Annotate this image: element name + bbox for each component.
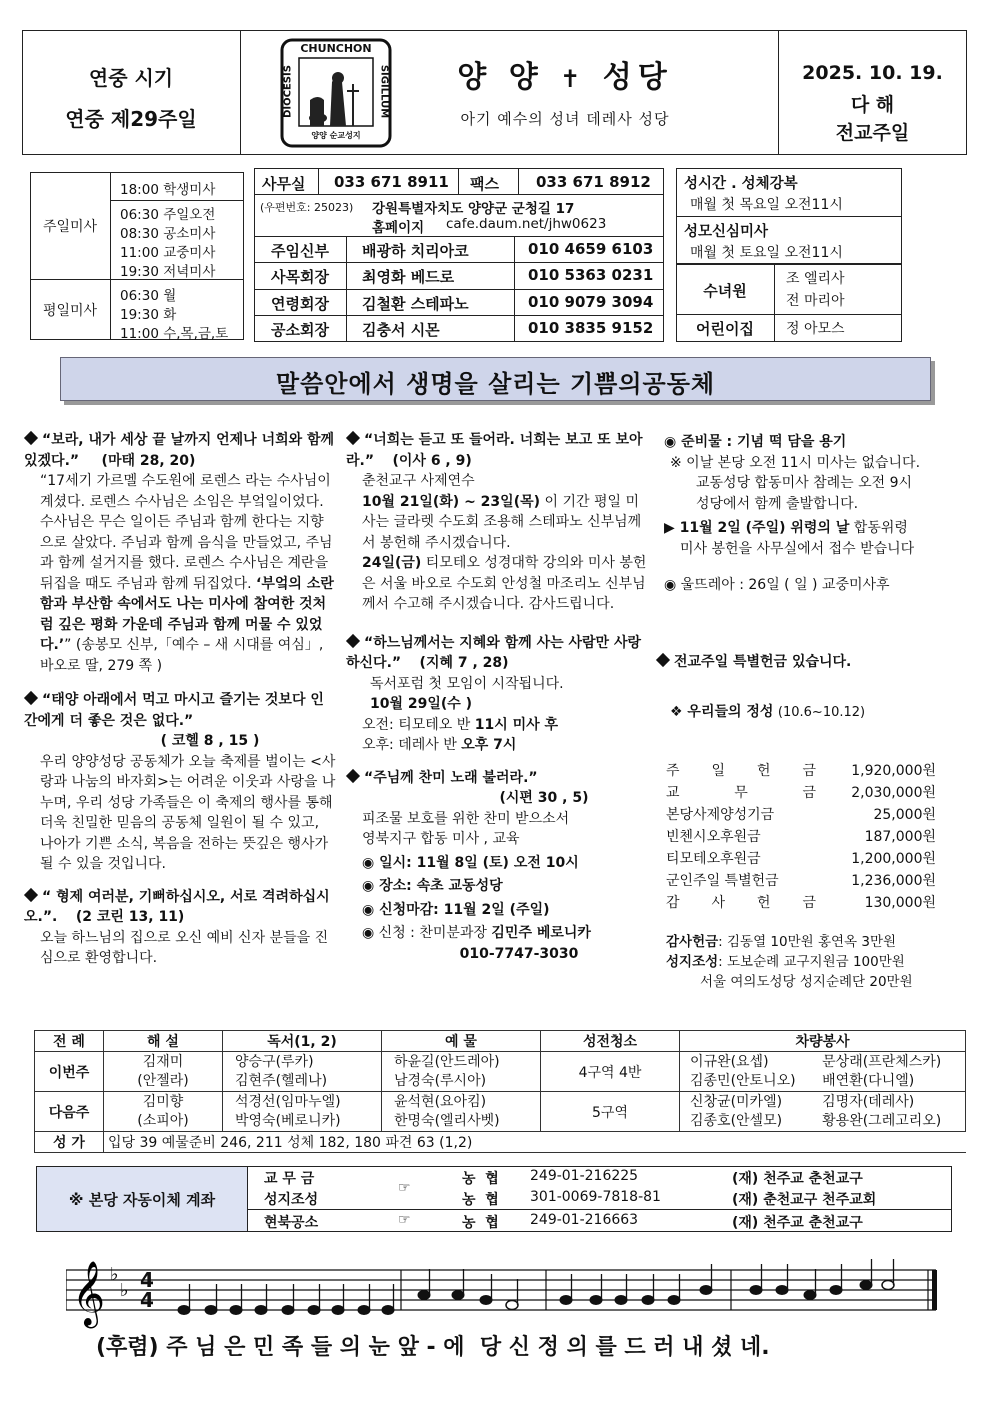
- music-note: [615, 1296, 627, 1305]
- logo-bottom-text: 양양 순교성지: [311, 131, 361, 140]
- account-owner: (재) 천주교 춘천교구: [732, 1215, 863, 1231]
- notice-line: 교동성당 합동미사 참례는 오전 9시: [696, 475, 913, 491]
- music-note: [804, 1291, 816, 1300]
- parish-subtitle: 아기 예수의 성녀 데레사 성당: [460, 110, 670, 128]
- logo-top-text: CHUNCHON: [300, 42, 372, 55]
- duty-cell: 하윤길(안드레아) 남경숙(루시아): [382, 1052, 541, 1092]
- offering-label: 본당사제양성기금: [666, 807, 775, 823]
- duty-cell: 문상래(프란체스카) 배연환(다니엘): [818, 1052, 965, 1092]
- sisters-vline: [774, 264, 775, 342]
- special-offering: 전교주일 특별헌금 있습니다.: [656, 652, 970, 673]
- sunday-mass-item: 11:00 교중미사: [120, 245, 216, 261]
- bulletin-date: 2025. 10. 19.: [802, 62, 943, 84]
- office-label: 사무실: [262, 175, 306, 193]
- diamond-bullet-icon: [346, 768, 360, 782]
- adoration-divider: [676, 216, 902, 217]
- duty-header: 독서(1, 2): [223, 1031, 382, 1052]
- logo-right-text: SIGILLUM: [378, 64, 390, 119]
- diamond-bullet-icon: [346, 431, 360, 445]
- offering-title: ❖ 우리들의 정성 (10.6~10.12): [670, 704, 866, 720]
- contact-line: [254, 194, 664, 195]
- svg-text:♭: ♭: [120, 1280, 129, 1301]
- music-note: [358, 1306, 370, 1315]
- offering-amount: 2,030,000원: [851, 785, 936, 801]
- article-heading: “주님께 찬미 노래 불러라.”: [346, 768, 652, 789]
- article-line: 독서포럼 첫 모임이 시작됩니다.: [370, 675, 564, 692]
- contact-vline: [518, 168, 519, 194]
- fax-label: 팩스: [470, 175, 499, 193]
- duty-row-label: 다음주: [35, 1092, 104, 1132]
- account-arrow-icon: ☞: [398, 1180, 411, 1196]
- offering-amount: 1,920,000원: [851, 763, 936, 779]
- duty-cell: 김명자(데레사) 황용완(그레고리오): [818, 1092, 965, 1132]
- sisters-label: 수녀원: [703, 282, 747, 300]
- sunday-mass-item: 08:30 공소미사: [120, 226, 216, 242]
- contact-role: 연령회장: [271, 295, 329, 313]
- article-line: 영북지구 합동 미사 , 교육: [362, 831, 520, 847]
- contact-name: 김충서 시몬: [362, 321, 440, 339]
- duty-cell: 신창균(미카엘) 김종호(안셀모): [680, 1092, 819, 1132]
- account-name: 현북공소: [264, 1215, 319, 1231]
- season: 연중 시기: [88, 66, 174, 90]
- holy-site-offering: 성지조성: 도보순례 교구지원금 100만원: [666, 954, 905, 970]
- article-heading: “ 형제 여러분, 기뻐하십시오, 서로 격려하십시오.”. (2 코린 13, 11): [24, 888, 330, 925]
- notice-line: ※ 이날 본당 오전 11시 미사는 없습니다.: [670, 454, 921, 471]
- duty-header: 해 설: [104, 1031, 223, 1052]
- account-bank: 농 협: [462, 1192, 499, 1208]
- all-souls-line: ▶ 11월 2일 (주일) 위령의 날 합동위령: [664, 520, 908, 536]
- contact-name: 배광하 치리아코: [362, 242, 469, 260]
- contact-vline: [346, 236, 347, 342]
- article-heading: “태양 아래에서 먹고 마시고 즐기는 것보다 인간에게 더 좋은 것은 없다.”: [24, 692, 324, 729]
- kindergarten-label: 어린이집: [696, 320, 754, 338]
- contact-vline: [318, 168, 319, 194]
- parish-title: [420, 52, 710, 96]
- account-arrow-icon: ☞: [398, 1212, 411, 1228]
- event-place: ◉ 장소: 속초 교동성당: [362, 878, 503, 894]
- sister-name: 전 마리아: [786, 293, 845, 309]
- offering-label: 감 사 헌 금: [666, 895, 816, 911]
- contact-phone: 010 9079 3094: [528, 293, 654, 311]
- music-note: [255, 1306, 267, 1315]
- music-note: [750, 1286, 762, 1295]
- accounts-hline: [247, 1209, 952, 1210]
- account-name: 교 무 금: [264, 1171, 315, 1187]
- event-deadline: ◉ 신청마감: 11월 2일 (주일): [362, 901, 550, 918]
- prep-line: ◉ 준비물 : 기념 떡 담을 용기: [664, 434, 847, 450]
- article-line: 오전: 티모테오 반 11시 미사 후: [362, 716, 559, 733]
- music-note: [418, 1291, 430, 1300]
- article-body: 10월 21일(화) ~ 23일(목) 이 기간 평일 미사는 글라렛 수도회 조용해 스테파노 신부님께서 봉헌해 주시겠습니다.: [362, 493, 642, 551]
- contact-line: [254, 236, 664, 237]
- offering-label: 티모테오후원금: [666, 851, 761, 867]
- music-note: [480, 1296, 492, 1305]
- music-note: [308, 1306, 320, 1315]
- diamond-bullet-icon: [346, 633, 360, 647]
- article-line: 춘천교구 사제연수: [362, 473, 475, 489]
- svg-text:♭: ♭: [110, 1264, 119, 1285]
- header-divider-left: [240, 30, 241, 155]
- offering-label: 교 무 금: [666, 785, 816, 801]
- music-note: [860, 1281, 872, 1290]
- music-note: [178, 1306, 190, 1315]
- contact-role: 공소회장: [271, 321, 329, 339]
- article-line: 10월 29일(수 ): [370, 696, 473, 712]
- account-name: 성지조성: [264, 1192, 319, 1208]
- duty-cell: 윤석현(요아킴) 한명숙(엘리사벳): [382, 1092, 541, 1132]
- contact-line: [254, 315, 664, 316]
- music-note: [776, 1286, 788, 1295]
- article-ref: ( 코헬 8 , 15 ): [160, 733, 260, 749]
- sunday-mass-item: 18:00 학생미사: [120, 182, 216, 198]
- postal-code: (우편번호: 25023): [260, 201, 354, 214]
- hymn-label: 성 가: [35, 1132, 104, 1153]
- sunday-mass-label: 주일미사: [42, 219, 98, 235]
- contact-name: 최영화 베드로: [362, 268, 455, 286]
- event-phone: 010-7747-3030: [459, 945, 579, 962]
- office-phone: 033 671 8911: [334, 173, 449, 191]
- account-number: 249-01-216663: [530, 1212, 639, 1228]
- duty-cell: 양승구(루카) 김현주(헬레나): [223, 1052, 382, 1092]
- weekday-mass-item: 06:30 월: [120, 288, 177, 304]
- music-note: [382, 1306, 394, 1315]
- duty-table: [34, 1030, 966, 1153]
- duty-cell: 이규완(요셉) 김종민(안토니오): [680, 1052, 819, 1092]
- music-staff: [66, 1250, 942, 1330]
- duty-cell: 5구역: [541, 1092, 680, 1132]
- article-heading: “너희는 듣고 또 들어라. 너희는 보고 또 보아라.” (이사 6 , 9): [346, 432, 643, 469]
- diamond-bullet-icon: [656, 652, 670, 666]
- hymn-list: 입당 39 예물준비 246, 211 성체 182, 180 파견 63 (1,2): [104, 1132, 966, 1153]
- offering-amount: 1,236,000원: [851, 873, 936, 889]
- article-heading: “하느님께서는 지혜와 함께 사는 사람만 사랑하신다.” (지혜 7 , 28): [346, 634, 642, 671]
- music-note: [332, 1306, 344, 1315]
- time-signature-top: 4: [140, 1268, 154, 1292]
- article-line: 피조물 보호를 위한 찬미 받으소서: [362, 810, 570, 827]
- offering-label: 주 일 헌 금: [666, 763, 816, 779]
- music-lyrics: (후렴) 주 님 은 민 족 들 의 눈 앞 - 에 당 신 정 의 를 드 러 내 셨 네.: [96, 1335, 770, 1360]
- sisters-divider: [676, 314, 902, 315]
- music-note: [230, 1306, 242, 1315]
- offering-amount: 1,200,000원: [851, 851, 936, 867]
- sunday-name: 전교주일: [835, 122, 910, 144]
- adoration-title: 성시간 . 성체강복: [684, 176, 798, 192]
- duty-cell: 김재미 (안젤라): [104, 1052, 223, 1092]
- ultreya-line: ◉ 울뜨레아 : 26일 ( 일 ) 교중미사후: [664, 577, 890, 593]
- sunday-mass-item: 19:30 저녁미사: [120, 264, 216, 280]
- offering-label: 군인주일 특별헌금: [666, 873, 779, 889]
- weekday-mass-label: 평일미사: [42, 303, 98, 319]
- notice-line: 성당에서 함께 출발합니다.: [696, 495, 859, 512]
- accounts-label: ※ 본당 자동이체 계좌: [68, 1191, 216, 1209]
- account-number: 301-0069-7818-81: [530, 1189, 661, 1205]
- music-note: [882, 1281, 894, 1290]
- account-bank: 농 협: [462, 1215, 499, 1231]
- offering-amount: 25,000원: [873, 807, 936, 823]
- duty-header: 예 물: [382, 1031, 541, 1052]
- slogan-text: 말씀안에서 생명을 살리는 기쁨의공동체: [275, 370, 716, 398]
- diamond-bullet-icon: [24, 887, 38, 901]
- all-souls-line: 미사 봉헌을 사무실에서 접수 받습니다: [680, 540, 915, 557]
- account-bank: 농 협: [462, 1171, 499, 1187]
- music-note: [560, 1296, 572, 1305]
- liturgical-cycle: 다 해: [850, 94, 895, 116]
- contact-vline: [514, 236, 515, 342]
- music-note: [205, 1306, 217, 1315]
- duty-row-label: 이번주: [35, 1052, 104, 1092]
- duty-header: 전 례: [35, 1031, 104, 1052]
- music-note: [506, 1301, 518, 1310]
- article-line: 오후: 데레사 반 오후 7시: [362, 737, 517, 753]
- parish-title-a: 양 양: [457, 60, 544, 95]
- offering-amount: 130,000원: [864, 895, 936, 911]
- sunday-mass-item: 06:30 주일오전: [120, 207, 216, 223]
- column-3: [664, 432, 970, 724]
- duty-header: 차량봉사: [680, 1031, 966, 1052]
- music-note: [452, 1291, 464, 1300]
- offering-label: 빈첸시오후원금: [666, 829, 761, 845]
- contact-vline: [458, 168, 459, 194]
- duty-cell: 김미향 (소피아): [104, 1092, 223, 1132]
- contact-phone: 010 5363 0231: [528, 266, 654, 284]
- weekday-mass-item: 11:00 수,목,금,토: [120, 326, 229, 342]
- diamond-bullet-icon: [24, 431, 38, 445]
- offering-amount: 187,000원: [864, 829, 936, 845]
- time-signature-bottom: 4: [140, 1288, 154, 1312]
- article-body: 우리 양양성당 공동체가 오늘 축제를 벌이는 <사랑과 나눔의 바자회>는 어려운 이웃과 사랑을 나누며, 우리 성당 가족들은 이 축제의 행사를 통해 더욱 친밀한 믿음의 공동체 일원이 될 수 있고, 나아가 기쁜 소식, 복음을 전하는 뜻깊은 행사가 될 수 있을 것입니다.: [40, 753, 336, 872]
- music-note: [830, 1286, 842, 1295]
- event-date: ◉ 일시: 11월 8일 (토) 오전 10시: [362, 854, 579, 871]
- contact-line: [254, 289, 664, 290]
- article-body: “17세기 가르멜 수도원에 로렌스 라는 수사님이 계셨다. 로렌스 수사님은 소임은 부엌일이었다. 수사님은 무슨 일이든 주님과 함께 한다는 지향으로 살았다. 주님과 함께 음식을 만들었고, 주님과 함께 설거지를 했다. 로렌스 수사님은 계란을 뒤집을 때도 주님과 함께 뒤집었다. ‘부엌의 소란함과 부산함 속에서도 나는 미사에 참여한 것처럼 깊은 평화 가운데 주님과 함께 머물 수 있었다.’” (송봉모 신부,「예수 – 새 시대를 여심」, 바오로 딸, 279 쪽 ): [40, 473, 334, 674]
- thanks-offering: 감사헌금: 김동열 10만원 홍연옥 3만원: [666, 934, 897, 950]
- account-owner: (재) 천주교 춘천교구: [732, 1171, 863, 1187]
- accounts-vline: [247, 1166, 248, 1232]
- kindergarten-name: 정 아모스: [786, 321, 845, 337]
- diamond-bullet-icon: [24, 691, 38, 705]
- column-1: [24, 430, 336, 969]
- contact-phone: 010 4659 6103: [528, 240, 654, 258]
- week: 연중 제29주일: [65, 107, 197, 131]
- weekday-mass-item: 19:30 화: [120, 307, 177, 323]
- article-body: 24일(금) 티모테오 성경대학 강의와 미사 봉헌은 서울 바오로 수도회 안성철 마조리노 신부님께서 수고해 주시겠습니다. 감사드립니다.: [362, 555, 647, 612]
- diocese-logo: [280, 38, 392, 148]
- account-number: 249-01-216225: [530, 1168, 639, 1184]
- adoration-line: 매월 첫 목요일 오전11시: [690, 197, 843, 213]
- mass-col-divider: [110, 172, 111, 340]
- holy-site-offering-2: 서울 여의도성당 성지순례단 20만원: [700, 974, 913, 990]
- music-note: [282, 1306, 294, 1315]
- marian-mass-line: 매월 첫 토요일 오전11시: [690, 245, 843, 261]
- homepage-link[interactable]: cafe.daum.net/jhw0623: [446, 216, 607, 232]
- homepage-label: 홈페이지: [372, 220, 425, 236]
- fax-phone: 033 671 8912: [536, 173, 651, 191]
- duty-cell: 석경선(임마누엘) 박영숙(베로니카): [223, 1092, 382, 1132]
- contact-name: 김철환 스테파노: [362, 295, 469, 313]
- music-note: [590, 1296, 602, 1305]
- article-ref: (시편 30 , 5): [499, 790, 589, 806]
- duty-header: 성전청소: [541, 1031, 680, 1052]
- marian-mass-title: 성모신심미사: [684, 224, 769, 240]
- article-body: 오늘 하느님의 집으로 오신 예비 신자 분들을 진심으로 환영합니다.: [40, 929, 329, 966]
- account-owner: (재) 춘천교구 천주교회: [732, 1192, 877, 1208]
- cross-icon: ✝: [560, 65, 587, 93]
- article-heading: “보라, 내가 세상 끝 날까지 언제나 너희와 함께 있겠다.” (마태 28, 20): [24, 432, 335, 469]
- contact-role: 주임신부: [271, 242, 329, 260]
- duty-cell: 4구역 4반: [541, 1052, 680, 1092]
- music-note: [700, 1286, 712, 1295]
- music-note: [642, 1296, 654, 1305]
- contact-line: [254, 262, 664, 263]
- address: 강원특별자치도 양양군 군청길 17: [372, 201, 575, 217]
- logo-left-text: DIOCESIS: [282, 65, 294, 118]
- contact-phone: 010 3835 9152: [528, 319, 654, 337]
- mass-sub-divider: [110, 200, 244, 201]
- music-note: [668, 1296, 680, 1305]
- sister-name: 조 엘리사: [786, 271, 845, 287]
- column-2: [346, 430, 652, 964]
- event-apply: ◉ 신청 : 찬미분과장 김민주 베로니카: [362, 925, 591, 941]
- parish-title-b: 성당: [602, 60, 673, 95]
- svg-text:𝄞: 𝄞: [72, 1261, 106, 1326]
- contact-role: 사목회장: [271, 268, 329, 286]
